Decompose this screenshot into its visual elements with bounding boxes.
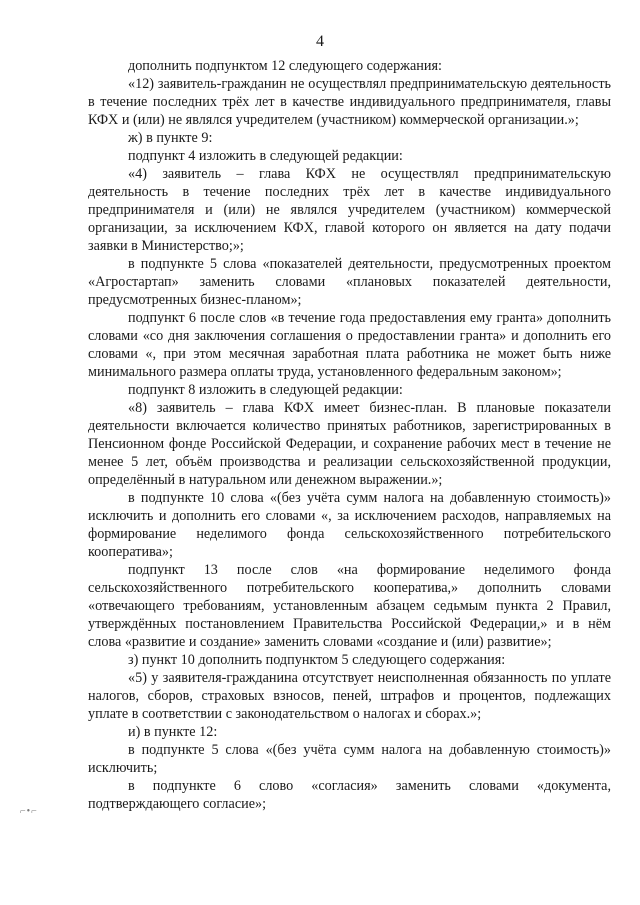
paragraph: ж) в пункте 9: <box>128 130 213 146</box>
paragraph: подпункт 8 изложить в следующей редакции: <box>128 382 403 398</box>
page-number: 4 <box>316 33 324 50</box>
scan-mark: ⌐•⌐ <box>20 806 38 817</box>
paragraph: подпункт 4 изложить в следующей редакции: <box>128 148 403 164</box>
paragraph: «12) заявитель-гражданин не осуществлял предпринимательскую деятельность в течение последних трёх лет в качестве индивидуального предпринимателя, главы КФХ и (или) не являлся учредителем (участником) коммерческой организации.»; <box>88 76 611 128</box>
document-body <box>88 57 611 813</box>
paragraph: подпункт 6 после слов «в течение года предоставления ему гранта» дополнить словами «со дня заключения соглашения о предоставлении гранта» и дополнить его словами «, при этом месячная заработная плата работника не может быть ниже минимального размера оплаты труда, установленного федеральным законом»; <box>88 310 611 380</box>
paragraph: «8) заявитель – глава КФХ имеет бизнес-план. В плановые показатели деятельности включается количество принятых работников, зарегистрированных в Пенсионном фонде Российской Федерации, и сохранение рабочих мест в течение не менее 5 лет, объём производства и реализации сельскохозяйственной продукции, определённый в натуральном или денежном выражении.»; <box>88 400 611 488</box>
paragraph: в подпункте 10 слова «(без учёта сумм налога на добавленную стоимость)» исключить и дополнить его словами «, за исключением расходов, направляемых на формирование неделимого фонда сельскохозяйственного потребительского кооператива»; <box>88 490 611 560</box>
paragraph: в подпункте 5 слова «(без учёта сумм налога на добавленную стоимость)» исключить; <box>88 742 611 776</box>
paragraph: «4) заявитель – глава КФХ не осуществлял предпринимательскую деятельность в течение последних трёх лет в качестве индивидуального предпринимателя и (или) не являлся учредителем (участником) коммерческой организации, за исключением КФХ, главой которого он является на дату подачи заявки в Министерство;»; <box>88 166 611 254</box>
paragraph: в подпункте 6 слово «согласия» заменить словами «документа, подтверждающего согласие»; <box>88 778 611 812</box>
paragraph: дополнить подпунктом 12 следующего содержания: <box>128 58 442 74</box>
paragraph: подпункт 13 после слов «на формирование неделимого фонда сельскохозяйственного потребительского кооператива,» дополнить словами «отвечающего требованиям, установленным абзацем седьмым пункта 2 Правил, утверждённых постановлением Правительства Российской Федерации,» и в нём слова «развитие и создание» заменить словами «создание и (или) развитие»; <box>88 562 611 650</box>
paragraph: и) в пункте 12: <box>128 724 218 740</box>
paragraph: «5) у заявителя-гражданина отсутствует неисполненная обязанность по уплате налогов, сборов, страховых взносов, пеней, штрафов и процентов, подлежащих уплате в соответствии с законодательством о налогах и сборах.»; <box>88 670 611 722</box>
paragraph: з) пункт 10 дополнить подпунктом 5 следующего содержания: <box>128 652 506 668</box>
paragraph: в подпункте 5 слова «показателей деятельности, предусмотренных проектом «Агростартап» заменить словами «плановых показателей деятельности, предусмотренных бизнес-планом»; <box>88 256 611 308</box>
